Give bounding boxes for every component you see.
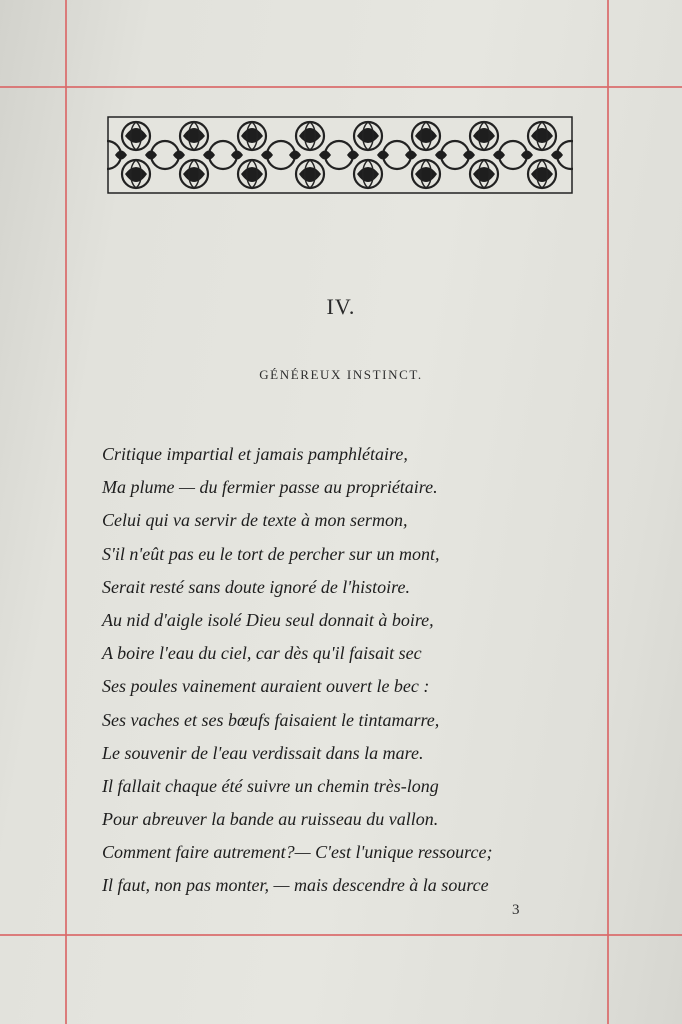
chapter-number: IV. bbox=[326, 294, 356, 319]
poem-line: Ma plume — du fermier passe au propriétaire. bbox=[102, 477, 438, 498]
poem-line: Ses vaches et ses bœufs faisaient le tintamarre, bbox=[102, 709, 440, 730]
poem-line: Critique impartial et jamais pamphlétaire, bbox=[102, 444, 408, 464]
poem-line: Il fallait chaque été suivre un chemin très-long bbox=[102, 775, 439, 796]
poem-line: Au nid d'aigle isolé Dieu seul donnait à boire, bbox=[102, 609, 434, 630]
poem-line: Serait resté sans doute ignoré de l'histoire. bbox=[102, 576, 410, 597]
poem-line: Il faut, non pas monter, — mais descendre à la source bbox=[102, 875, 489, 896]
decorative-scroll-band-icon bbox=[107, 116, 573, 194]
red-rule-top bbox=[0, 86, 682, 88]
poem-line: A boire l'eau du ciel, car dès qu'il faisait sec bbox=[102, 643, 422, 664]
chapter-title: GÉNÉREUX INSTINCT. bbox=[259, 367, 423, 382]
red-rule-bottom bbox=[0, 934, 682, 936]
poem-line: Ses poules vainement auraient ouvert le bec : bbox=[102, 676, 430, 697]
poem bbox=[102, 438, 602, 903]
poem-line: Comment faire autrement?— C'est l'unique ressource; bbox=[102, 842, 493, 863]
poem-line: Celui qui va servir de texte à mon sermon, bbox=[102, 510, 408, 531]
poem-line: S'il n'eût pas eu le tort de percher sur un mont, bbox=[102, 543, 440, 564]
poem-line: Pour abreuver la bande au ruisseau du vallon. bbox=[102, 809, 439, 830]
page-number: 3 bbox=[512, 902, 520, 918]
poem-line: Le souvenir de l'eau verdissait dans la mare. bbox=[102, 742, 424, 763]
red-rule-left bbox=[65, 0, 67, 1024]
red-rule-right bbox=[607, 0, 609, 1024]
